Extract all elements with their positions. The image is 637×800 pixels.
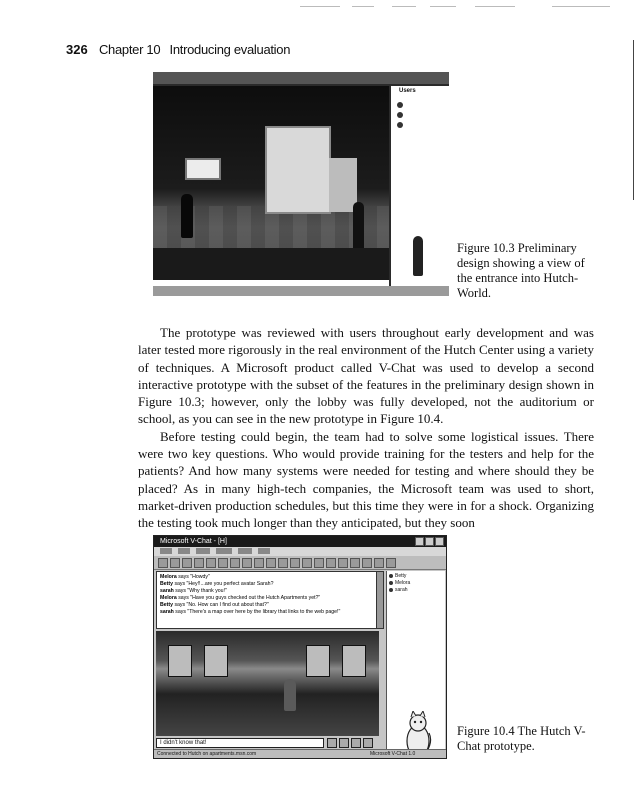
users-panel-title: Users <box>399 88 416 94</box>
user-list-item: Melora <box>389 580 410 586</box>
entrance-booth <box>265 126 331 214</box>
say-button <box>327 738 337 748</box>
toolbar-icon <box>182 558 192 568</box>
window-buttons <box>415 537 444 546</box>
chat-line: sarah says "There's a map over here by the library that links to the web page!" <box>160 609 341 615</box>
figure-10-3-screenshot <box>153 72 449 296</box>
toolbar-icon <box>254 558 264 568</box>
toolbar-icon <box>158 558 168 568</box>
chat-line: Betty says "No. How can I find out about that?" <box>160 602 269 608</box>
toolbar-icon <box>326 558 336 568</box>
whisper-button <box>339 738 349 748</box>
chat-line: Betty says "Hey!!...are you perfect avatar Sarah? <box>160 581 274 587</box>
chat-input: I didn't know that! <box>156 738 324 748</box>
figure-10-4-caption: Figure 10.4 The Hutch V-Chat prototype. <box>457 724 586 753</box>
avatar-preview <box>413 236 423 276</box>
status-left: Connected to Hutch on apartments.msn.com <box>157 751 257 757</box>
menu-bar <box>154 547 446 556</box>
status-bar <box>154 749 446 758</box>
window-title-text: Microsoft V-Chat - [H] <box>160 538 227 545</box>
vchat-lobby-scene <box>156 631 379 736</box>
toolbar-icon <box>206 558 216 568</box>
user-icon <box>397 112 403 118</box>
toolbar-icon <box>386 558 396 568</box>
chat-log <box>156 571 379 629</box>
figure-10-3-caption: Figure 10.3 Preliminary design showing a view of the entrance into Hutch-World. <box>457 241 585 300</box>
entrance-sign <box>185 158 221 180</box>
user-list-item: Betty <box>389 573 406 579</box>
toolbar-icon <box>194 558 204 568</box>
chat-line: Melora says "Have you guys checked out the Hutch Apartments yet?" <box>160 595 321 601</box>
toolbar-icon <box>242 558 252 568</box>
lobby-window <box>168 645 192 677</box>
figure-10-4-screenshot <box>153 535 447 759</box>
running-header <box>66 42 290 58</box>
close-icon <box>435 537 444 546</box>
toolbar-icon <box>362 558 372 568</box>
lobby-window <box>342 645 366 677</box>
chapter-label: Chapter 10 <box>98 42 161 57</box>
lobby-window <box>204 645 228 677</box>
toolbar-icon <box>374 558 384 568</box>
avatar-figure <box>284 679 296 711</box>
toolbar-icon <box>290 558 300 568</box>
toolbar-icon <box>338 558 348 568</box>
user-icon <box>397 102 403 108</box>
status-right: Microsoft V-Chat 1.0 <box>370 751 416 757</box>
user-list <box>386 571 445 759</box>
user-icon <box>397 122 403 128</box>
users-panel <box>391 86 449 286</box>
paragraph-1: The prototype was reviewed with users throughout early development and was later tested more rigorously in the real environment of the Hutch Center using a variety of techniques. A Microsoft product called V-Chat was used to develop a second interactive prototype with the subset of the features in the preliminary design shown in Figure 10.3; however, only the lobby was fully developed, not the auditorium or school, as you can see in the new prototype in Figure 10.4. <box>138 325 594 427</box>
chat-line: sarah says "Why thank you!" <box>160 588 227 594</box>
chat-scrollbar <box>376 571 384 629</box>
chat-line: Melora says "Howdy" <box>160 574 210 580</box>
user-list-item: sarah <box>389 587 408 593</box>
body-text <box>138 324 594 532</box>
sound-button <box>363 738 373 748</box>
chapter-title: Introducing evaluation <box>169 42 291 57</box>
status-bar <box>153 286 449 296</box>
margin-rule <box>633 40 634 200</box>
toolbar-icon <box>230 558 240 568</box>
toolbar-icon <box>170 558 180 568</box>
toolbar-icon <box>218 558 228 568</box>
avatar-right <box>353 202 364 252</box>
window-title <box>154 536 446 547</box>
page-number: 326 <box>66 42 88 57</box>
toolbar <box>154 556 446 570</box>
toolbar-icon <box>266 558 276 568</box>
toolbar-icon <box>278 558 288 568</box>
toolbar-icon <box>350 558 360 568</box>
toolbar-icon <box>302 558 312 568</box>
minimize-icon <box>415 537 424 546</box>
toolbar-icon <box>314 558 324 568</box>
paragraph-2: Before testing could begin, the team had to solve some logistical issues. There were two key questions. Who would provide training for the testers and help for the patients? And how many systems were needed for testing and where should they be placed? As in many high-tech companies, the Microsoft team was used to short, market-driven production schedules, but this time they were in for a shock. Organizing the testing took much longer than they anticipated, but they soon <box>138 428 594 531</box>
lobby-window <box>306 645 330 677</box>
maximize-icon <box>425 537 434 546</box>
figure-10-3-titlebar <box>153 72 449 84</box>
action-button <box>351 738 361 748</box>
avatar-left <box>181 194 193 238</box>
